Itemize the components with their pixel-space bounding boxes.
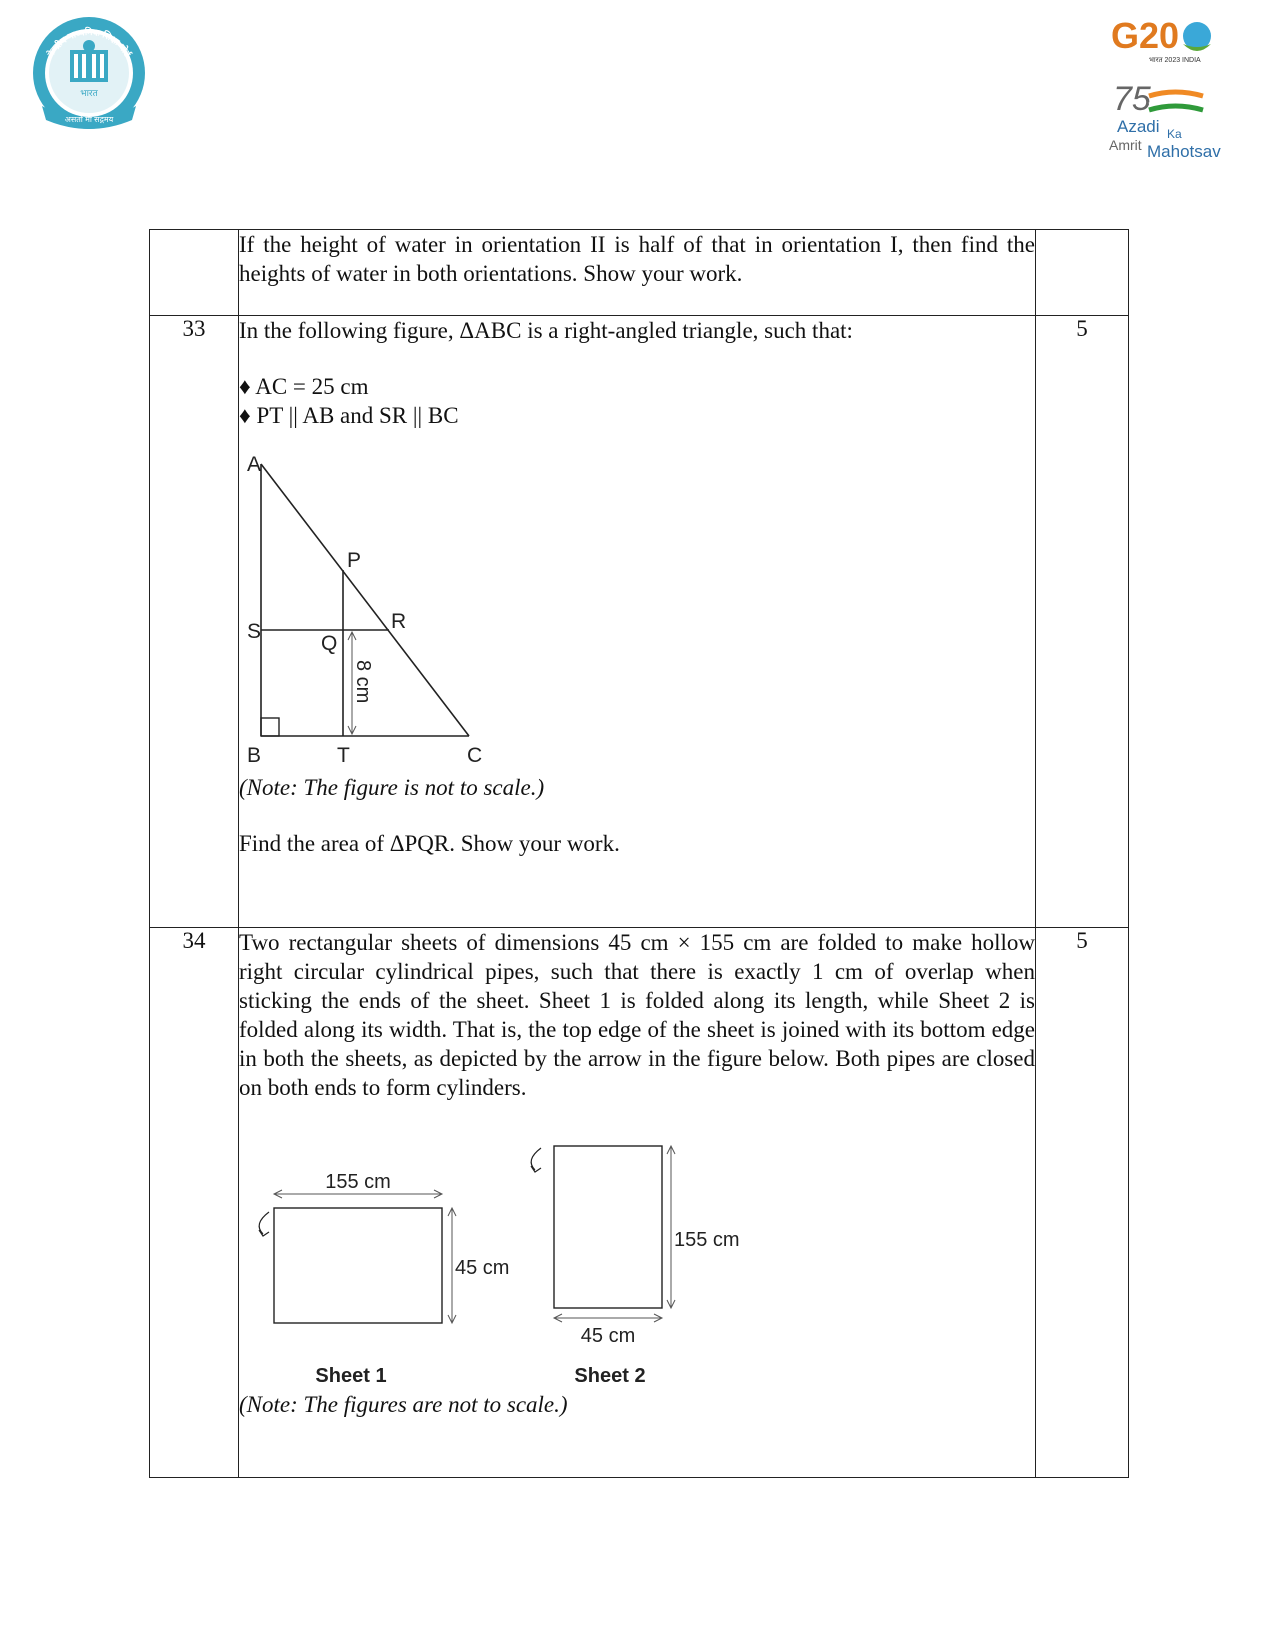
question-number: 34 bbox=[150, 928, 239, 1478]
question-intro: In the following figure, ΔABC is a right-angled triangle, such that: bbox=[239, 318, 853, 343]
svg-text:असतो मा सद्गमय: असतो मा सद्गमय bbox=[64, 115, 114, 124]
sheet1-length-label: 155 cm bbox=[325, 1171, 391, 1193]
label-p: P bbox=[347, 549, 362, 572]
sheet1-width-label: 45 cm bbox=[455, 1257, 510, 1279]
question-ask: Find the area of ΔPQR. Show your work. bbox=[239, 831, 620, 856]
label-b: B bbox=[247, 744, 262, 767]
question-row-33 bbox=[150, 316, 1129, 928]
question-number: 33 bbox=[150, 316, 239, 928]
sheet2-caption: Sheet 2 bbox=[574, 1365, 646, 1387]
figure-note: (Note: The figures are not to scale.) bbox=[239, 1392, 568, 1417]
question-row-continued bbox=[150, 230, 1129, 316]
sheet-1 bbox=[259, 1171, 509, 1387]
bullet-item: ♦ AC = 25 cm bbox=[239, 374, 369, 399]
svg-text:भारत 2023 INDIA: भारत 2023 INDIA bbox=[1149, 57, 1201, 64]
question-text: If the height of water in orientation II is half of that in orientation I, then find the heights of water in both orientations. Show your work. bbox=[239, 232, 1035, 286]
sheets-figure bbox=[239, 1126, 799, 1396]
dimension-label: 8 cm bbox=[352, 660, 374, 704]
svg-text:Azadi: Azadi bbox=[1117, 117, 1160, 136]
bullet-item: ♦ PT || AB and SR || BC bbox=[239, 403, 459, 428]
sheet1-caption: Sheet 1 bbox=[315, 1365, 387, 1387]
question-marks: 5 bbox=[1036, 316, 1129, 928]
question-table bbox=[149, 229, 1129, 1478]
fold-arrow-icon bbox=[531, 1148, 541, 1170]
g20-azadi-logo bbox=[1105, 10, 1245, 160]
fold-arrow-icon bbox=[259, 1212, 269, 1234]
sheet-2 bbox=[531, 1146, 740, 1387]
figure-note: (Note: The figure is not to scale.) bbox=[239, 775, 545, 800]
label-r: R bbox=[391, 610, 407, 633]
svg-text:75: 75 bbox=[1113, 80, 1151, 118]
label-c: C bbox=[467, 744, 483, 767]
question-text: Two rectangular sheets of dimensions 45 cm × 155 cm are folded to make hollow right circular cylindrical pipes, such that there is exactly 1 cm of overlap when sticking the ends of the sheet. Sheet 1 is folded along its length, while Sheet 2 is folded along its width. That is, the top edge of the sheet is joined with its bottom edge in both the sheets, as depicted by the arrow in the figure below. Both pipes are closed on both ends to form cylinders. bbox=[239, 930, 1035, 1100]
svg-text:G20: G20 bbox=[1111, 15, 1180, 56]
sheet2-length-label: 155 cm bbox=[674, 1229, 740, 1251]
question-marks: 5 bbox=[1036, 928, 1129, 1478]
label-t: T bbox=[337, 744, 350, 767]
svg-text:Amrit: Amrit bbox=[1109, 137, 1142, 153]
triangle-figure bbox=[239, 448, 499, 783]
label-q: Q bbox=[321, 632, 338, 655]
question-row-34 bbox=[150, 928, 1129, 1478]
svg-text:केन्द्रीय माध्यमिक शिक्षा बोर्: केन्द्रीय माध्यमिक शिक्षा बोर्ड bbox=[45, 26, 133, 59]
question-marks bbox=[1036, 230, 1129, 316]
svg-text:Ka: Ka bbox=[1167, 127, 1182, 141]
svg-text:भारत: भारत bbox=[80, 88, 98, 98]
label-s: S bbox=[247, 620, 262, 643]
question-number bbox=[150, 230, 239, 316]
sheet2-width-label: 45 cm bbox=[580, 1325, 636, 1347]
label-a: A bbox=[247, 453, 262, 476]
svg-text:Mahotsav: Mahotsav bbox=[1147, 142, 1221, 160]
cbse-logo bbox=[30, 14, 148, 132]
